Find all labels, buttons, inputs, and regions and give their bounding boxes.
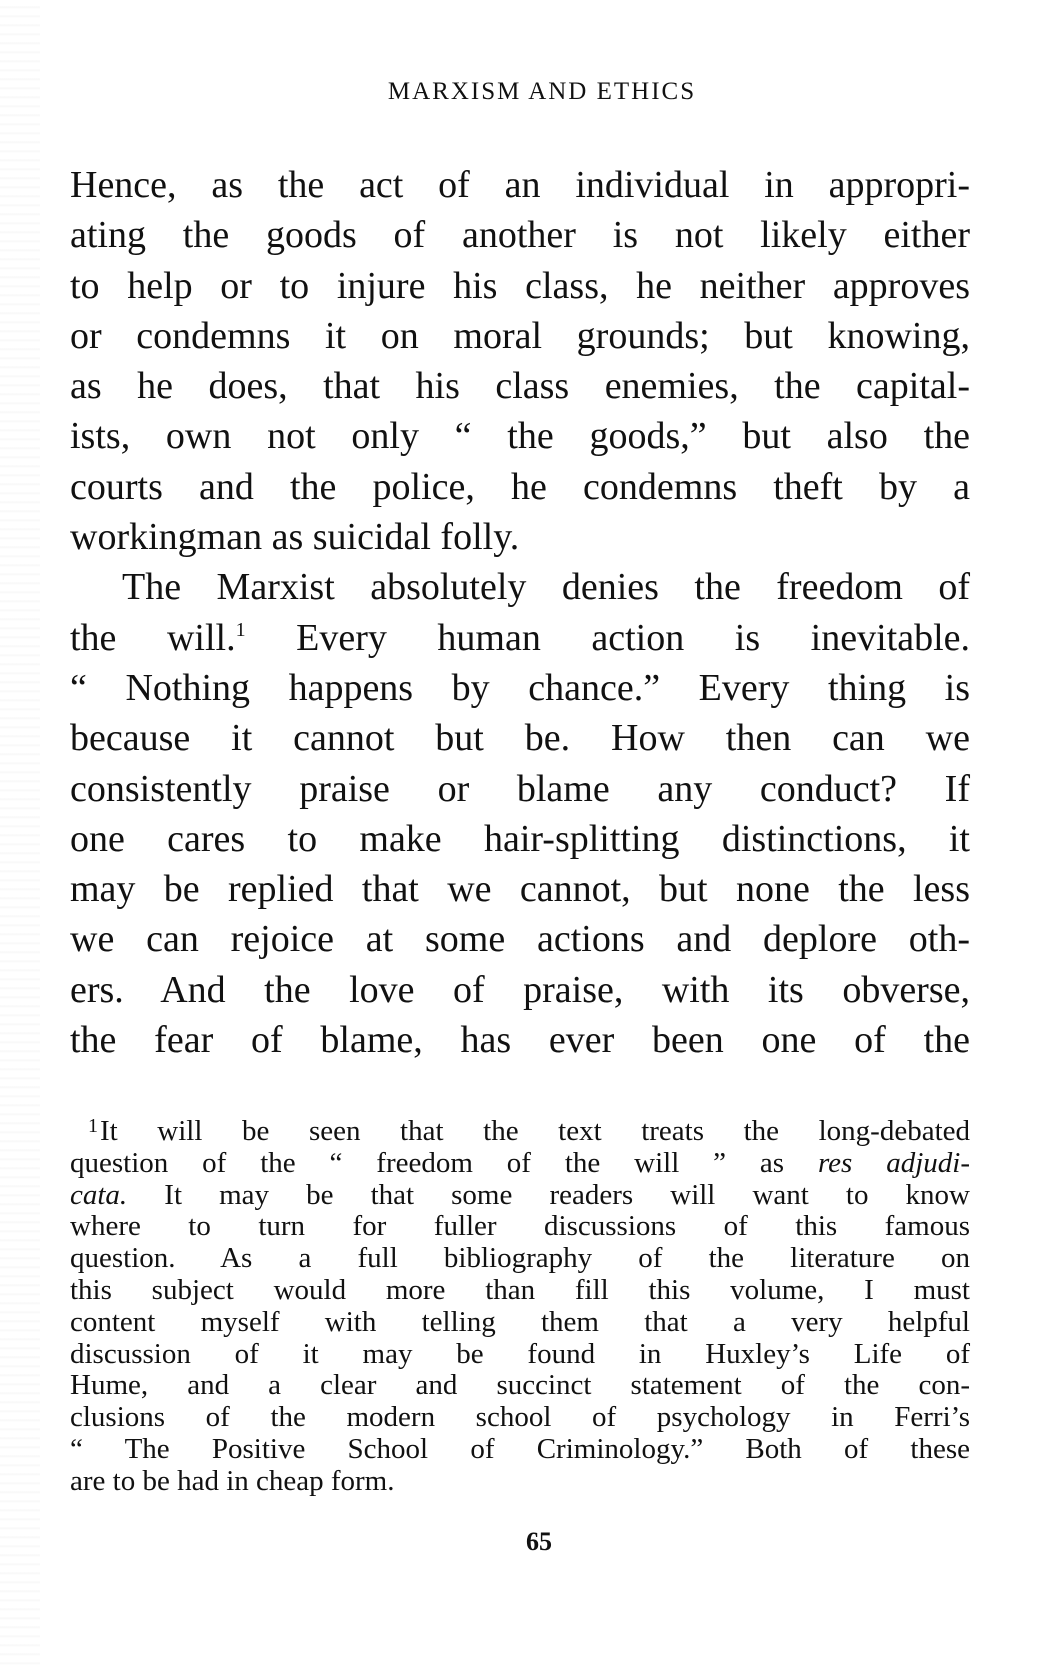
body-line: the fear of blame, has ever been one of the <box>70 1019 970 1062</box>
body-line: one cares to make hair-splitting distinctions, it <box>70 817 970 860</box>
footnote-italic: res adjudi- <box>817 1146 970 1179</box>
body-line: we can rejoice at some actions and deplore oth- <box>70 918 970 961</box>
page-edge-shadow <box>0 0 40 1669</box>
footnote-italic: cata. <box>70 1178 128 1211</box>
footnote-line: this subject would more than fill this volume, I must <box>70 1273 970 1306</box>
body-line: ating the goods of another is not likely either <box>70 214 970 257</box>
footnote-line <box>70 1180 970 1212</box>
body-line: Hence, as the act of an individual in appropri- <box>70 164 970 206</box>
body-fragment: the will. <box>70 616 236 659</box>
page-number: 65 <box>526 1527 552 1556</box>
body-line: courts and the police, he condemns theft by a <box>70 465 970 508</box>
body-text <box>70 160 970 1065</box>
footnote-fragment: It may be that some readers will want to know <box>164 1178 970 1211</box>
footnote-line: discussion of it may be found in Huxley’s Life of <box>70 1337 970 1370</box>
body-fragment: Every human action is inevitable. <box>296 616 970 659</box>
body-line: ists, own not only “ the goods,” but also the <box>70 415 970 458</box>
body-line: The Marxist absolutely denies the freedom of <box>122 566 970 609</box>
running-head: MARXISM AND ETHICS <box>387 78 697 105</box>
footnote-line: are to be had in cheap form. <box>70 1464 395 1497</box>
body-line: may be replied that we cannot, but none the less <box>70 868 970 911</box>
body-line: workingman as suicidal folly. <box>70 516 520 559</box>
footnote-line: Hume, and a clear and succinct statement of the con- <box>70 1369 970 1402</box>
footnote <box>70 1116 970 1498</box>
footnote-line: “ The Positive School of Criminology.” Both of these <box>70 1432 970 1465</box>
footnote-reference: 1 <box>235 618 246 641</box>
footnote-line <box>70 1116 970 1148</box>
body-line: “ Nothing happens by chance.” Every thing is <box>70 666 970 709</box>
footnote-line <box>70 1148 970 1180</box>
body-line: consistently praise or blame any conduct? If <box>70 767 970 810</box>
footnote-line: where to turn for fuller discussions of this famous <box>70 1210 970 1243</box>
footnote-marker: 1 <box>88 1115 98 1137</box>
footnote-fragment: question of the “ freedom of the will ” as <box>70 1146 785 1179</box>
footnote-fragment: It will be seen that the text treats the long-debated <box>100 1115 970 1147</box>
body-line: to help or to injure his class, he neither approves <box>70 264 970 307</box>
body-line: as he does, that his class enemies, the capital- <box>70 365 970 408</box>
footnote-line: question. As a full bibliography of the literature on <box>70 1242 970 1275</box>
footnote-line: clusions of the modern school of psychology in Ferri’s <box>70 1401 970 1434</box>
footnote-line: content myself with telling them that a very helpful <box>70 1305 970 1338</box>
body-line: ers. And the love of praise, with its obverse, <box>70 968 970 1011</box>
body-line: because it cannot but be. How then can we <box>70 717 970 760</box>
body-line: or condemns it on moral grounds; but knowing, <box>70 314 970 357</box>
body-line-with-footnote <box>70 613 970 663</box>
